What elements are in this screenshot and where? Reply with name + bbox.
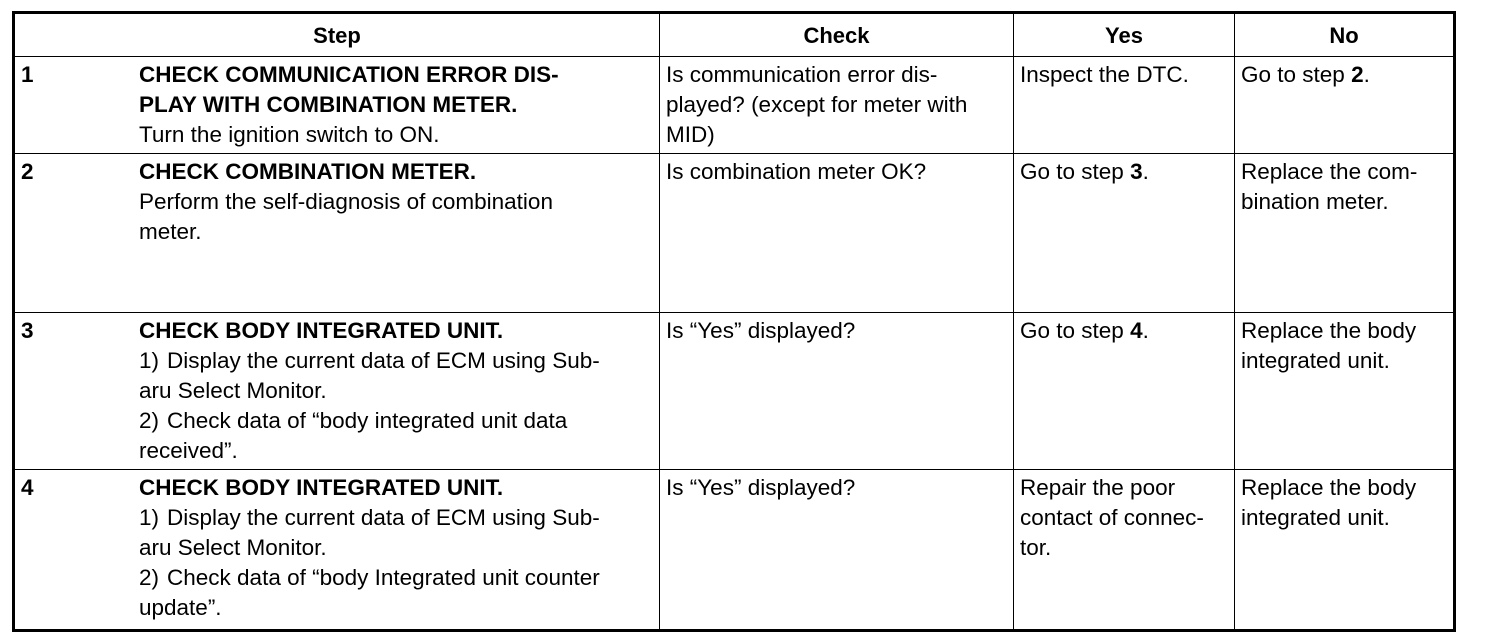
check-text: played? (except for meter with — [666, 92, 968, 117]
header-row — [14, 13, 1455, 57]
step-cell — [14, 313, 660, 470]
step-title: PLAY WITH COMBINATION METER. — [139, 92, 518, 117]
step-number: 1 — [21, 62, 34, 87]
yes-cell — [1014, 57, 1235, 154]
item-number: 2) — [139, 408, 160, 433]
yes-action — [1020, 316, 1234, 346]
no-action: integrated unit. — [1241, 348, 1390, 373]
step-row-3 — [14, 313, 1455, 470]
header-step: Step — [14, 13, 660, 57]
no-action: integrated unit. — [1241, 505, 1390, 530]
no-action — [1241, 60, 1453, 90]
item-number: 2) — [139, 565, 160, 590]
step-instruction: Turn the ignition switch to ON. — [139, 122, 440, 147]
yes-action: contact of connec- — [1020, 505, 1204, 530]
step-instruction — [139, 563, 655, 593]
step-cell — [14, 154, 660, 313]
step-number: 2 — [21, 159, 34, 184]
step-cell — [14, 470, 660, 631]
yes-step-ref: 3 — [1130, 159, 1143, 184]
step-row-1 — [14, 57, 1455, 154]
yes-action-text: Go to step — [1020, 159, 1131, 184]
no-action-text: Go to step — [1241, 62, 1352, 87]
no-cell — [1235, 154, 1455, 313]
yes-step-ref: 4 — [1130, 318, 1143, 343]
step-row-4 — [14, 470, 1455, 631]
yes-action: tor. — [1020, 535, 1052, 560]
item-number: 1) — [139, 505, 160, 530]
step-instruction — [139, 406, 655, 436]
step-number: 3 — [21, 318, 34, 343]
item-text: Check data of “body Integrated unit counter — [167, 565, 600, 590]
step-instruction: received”. — [139, 438, 238, 463]
no-cell — [1235, 313, 1455, 470]
step-instruction: aru Select Monitor. — [139, 378, 327, 403]
check-cell — [660, 57, 1014, 154]
no-action: Replace the com- — [1241, 159, 1418, 184]
yes-cell — [1014, 154, 1235, 313]
yes-cell — [1014, 313, 1235, 470]
no-action: bination meter. — [1241, 189, 1389, 214]
step-instruction: update”. — [139, 595, 222, 620]
yes-action: Repair the poor — [1020, 475, 1176, 500]
no-cell — [1235, 57, 1455, 154]
step-instruction: Perform the self-diagnosis of combination — [139, 189, 553, 214]
check-text: MID) — [666, 122, 715, 147]
check-text: Is communication error dis- — [666, 62, 938, 87]
item-text: Check data of “body integrated unit data — [167, 408, 568, 433]
item-text: Display the current data of ECM using Sub- — [167, 505, 600, 530]
step-instruction: meter. — [139, 219, 202, 244]
header-check: Check — [660, 13, 1014, 57]
step-title: CHECK COMMUNICATION ERROR DIS- — [139, 62, 559, 87]
check-cell — [660, 470, 1014, 631]
diagnostic-table — [12, 11, 1456, 632]
check-cell — [660, 313, 1014, 470]
yes-action: Inspect the DTC. — [1020, 62, 1189, 87]
header-yes: Yes — [1014, 13, 1235, 57]
no-action-period: . — [1363, 62, 1370, 87]
check-text: Is combination meter OK? — [666, 159, 927, 184]
step-title: CHECK BODY INTEGRATED UNIT. — [139, 475, 504, 500]
item-text: Display the current data of ECM using Sub- — [167, 348, 600, 373]
check-text: Is “Yes” displayed? — [666, 318, 856, 343]
step-row-2 — [14, 154, 1455, 313]
no-cell — [1235, 470, 1455, 631]
yes-action-text: Go to step — [1020, 318, 1131, 343]
check-text: Is “Yes” displayed? — [666, 475, 856, 500]
step-cell — [14, 57, 660, 154]
yes-action-period: . — [1142, 159, 1149, 184]
step-instruction — [139, 503, 655, 533]
no-action: Replace the body — [1241, 318, 1417, 343]
yes-action — [1020, 157, 1234, 187]
step-number: 4 — [21, 475, 34, 500]
header-no: No — [1235, 13, 1455, 57]
step-instruction — [139, 346, 655, 376]
yes-cell — [1014, 470, 1235, 631]
step-instruction: aru Select Monitor. — [139, 535, 327, 560]
step-title: CHECK BODY INTEGRATED UNIT. — [139, 318, 504, 343]
no-step-ref: 2 — [1351, 62, 1364, 87]
item-number: 1) — [139, 348, 160, 373]
no-action: Replace the body — [1241, 475, 1417, 500]
yes-action-period: . — [1142, 318, 1149, 343]
step-title: CHECK COMBINATION METER. — [139, 159, 477, 184]
check-cell — [660, 154, 1014, 313]
